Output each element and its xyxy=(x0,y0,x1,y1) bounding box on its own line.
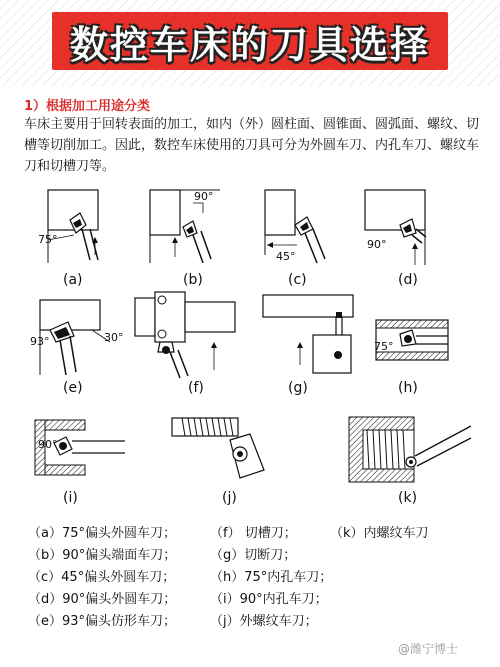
legend-item-j: （j）外螺纹车刀； xyxy=(210,614,318,629)
caption-f: (f) xyxy=(188,380,204,396)
angle-label-c: 45° xyxy=(276,250,296,263)
angle-label-i: 90° xyxy=(38,438,58,451)
diagram-j-external-threading-tool xyxy=(168,410,278,490)
intro-paragraph: 车床主要用于回转表面的加工，如内（外）圆柱面、圆锥面、圆弧面、螺纹、切槽等切削加工。因此，数控车床使用的刀具可分为外圆车刀、内孔车刀、螺纹车刀和切槽刀等。 xyxy=(24,117,480,174)
legend-item-c: （c）45°偏头外圆车刀； xyxy=(28,570,176,585)
caption-g: (g) xyxy=(288,380,308,396)
diagram-f-grooving-tool xyxy=(130,290,240,380)
page-title: 数控车床的刀具选择 xyxy=(69,22,430,67)
angle-label-b: 90° xyxy=(194,190,214,203)
legend-item-k: （k）内螺纹车刀 xyxy=(330,526,429,541)
caption-h: (h) xyxy=(398,380,418,396)
diagram-a-75-external-turning-tool xyxy=(30,185,110,265)
caption-j: (j) xyxy=(222,490,237,506)
caption-d: (d) xyxy=(398,272,418,288)
watermark: @潍宁博士 xyxy=(398,642,459,656)
title-banner xyxy=(52,12,448,70)
diagram-h-75-boring-tool xyxy=(372,290,452,370)
legend-item-d: （d）90°偏头外圆车刀； xyxy=(28,592,177,607)
caption-c: (c) xyxy=(288,272,307,288)
legend-item-f: （f） 切槽刀； xyxy=(210,526,297,541)
diagram-k-internal-threading-tool xyxy=(345,412,475,487)
diagram-e-93-copying-tool xyxy=(30,290,115,375)
legend-item-g: （g）切断刀； xyxy=(210,548,297,563)
legend-item-e: （e）93°偏头仿形车刀； xyxy=(28,614,177,629)
legend-item-h: （h）75°内孔车刀； xyxy=(210,570,333,585)
caption-e: (e) xyxy=(63,380,83,396)
caption-b: (b) xyxy=(183,272,203,288)
caption-k: (k) xyxy=(398,490,418,506)
angle-label-e-30: 30° xyxy=(104,331,124,344)
angle-label-e-93: 93° xyxy=(30,335,50,348)
legend-item-i: （i）90°内孔车刀； xyxy=(210,592,328,607)
caption-a: (a) xyxy=(63,272,83,288)
angle-label-d: 90° xyxy=(367,238,387,251)
angle-label-h: 75° xyxy=(374,340,394,353)
caption-i: (i) xyxy=(63,490,78,506)
angle-label-a: 75° xyxy=(38,233,58,246)
section-title: 1）根据加工用途分类 xyxy=(24,99,151,114)
diagram-d-90-external-turning-tool xyxy=(360,185,450,270)
legend-item-a: （a）75°偏头外圆车刀； xyxy=(28,526,177,541)
diagram-g-parting-tool xyxy=(258,290,358,380)
legend-item-b: （b）90°偏头端面车刀； xyxy=(28,548,177,563)
